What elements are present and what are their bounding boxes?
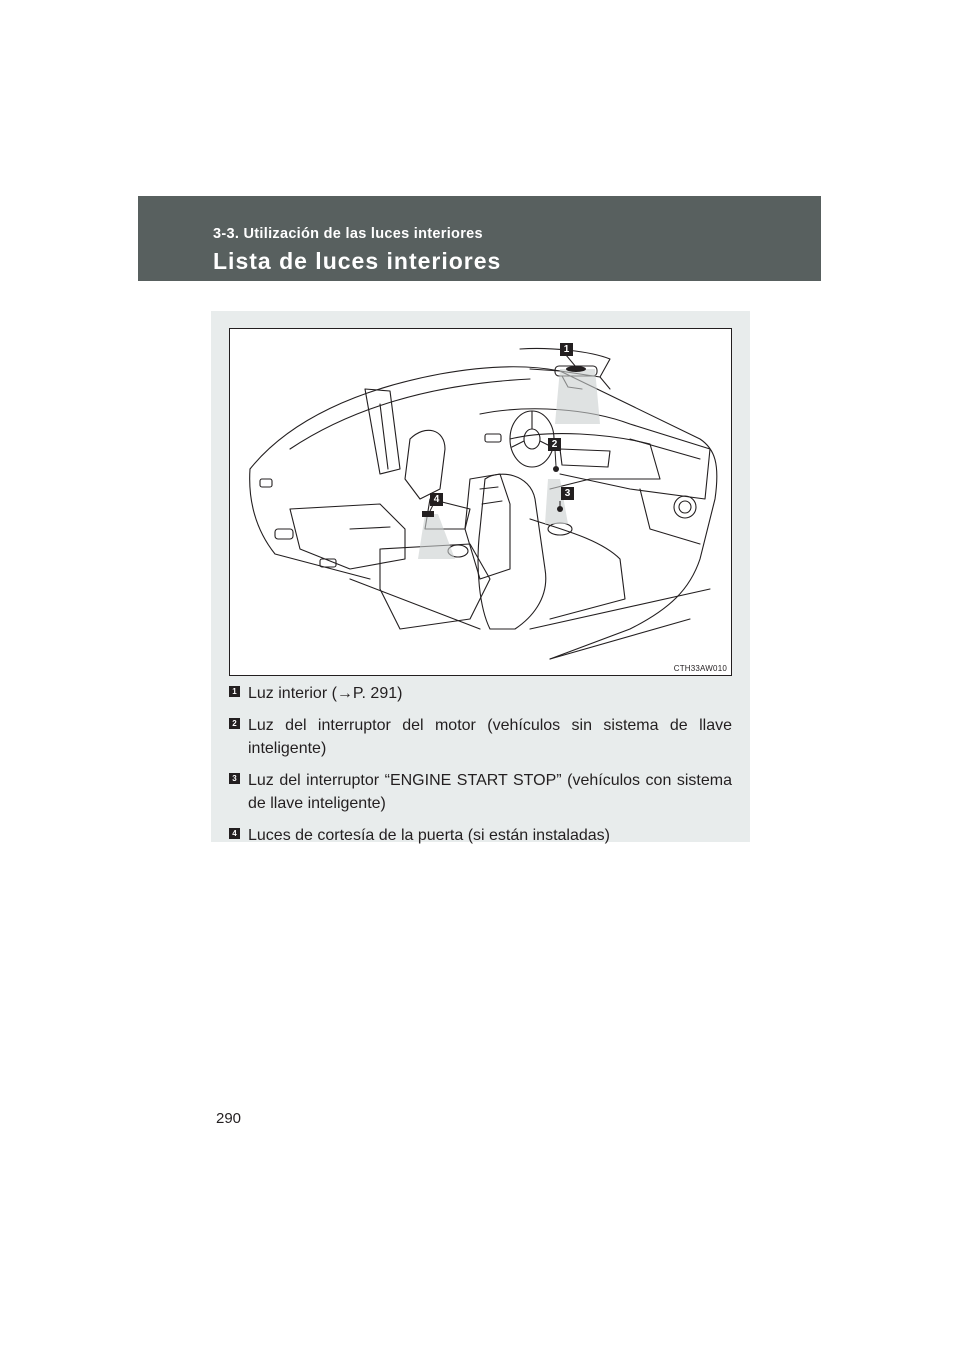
legend-number: 4	[229, 828, 240, 839]
legend-text: Luz del interruptor del motor (vehículos sin sistema de llave inteligente)	[248, 717, 732, 757]
legend-number: 2	[229, 718, 240, 729]
legend-item	[229, 682, 732, 705]
legend-number: 3	[229, 773, 240, 784]
legend-item	[229, 824, 732, 847]
legend-item	[229, 714, 732, 760]
section-header	[138, 196, 821, 281]
section-label: 3-3. Utilización de las luces interiores	[213, 226, 483, 242]
legend-number: 1	[229, 686, 240, 697]
marker-start-stop-light: 3	[561, 487, 574, 500]
legend-text: Luz del interruptor “ENGINE START STOP” (vehículos con sistema de llave inteligente)	[248, 772, 732, 812]
legend-text: Luz interior (→P. 291)	[248, 685, 403, 702]
page-number: 290	[216, 1110, 242, 1127]
car-interior-drawing	[230, 329, 732, 676]
page-title: Lista de luces interiores	[213, 248, 502, 274]
legend-item	[229, 769, 732, 815]
legend-text: Luces de cortesía de la puerta (si están instaladas)	[248, 827, 610, 844]
legend-list	[229, 682, 732, 856]
content-panel	[211, 311, 750, 842]
marker-engine-switch-light: 2	[548, 438, 561, 451]
car-interior-illustration	[229, 328, 732, 676]
figure-code: CTH33AW010	[673, 664, 727, 673]
marker-door-courtesy-light: 4	[430, 493, 443, 506]
marker-ceiling-light: 1	[560, 343, 573, 356]
